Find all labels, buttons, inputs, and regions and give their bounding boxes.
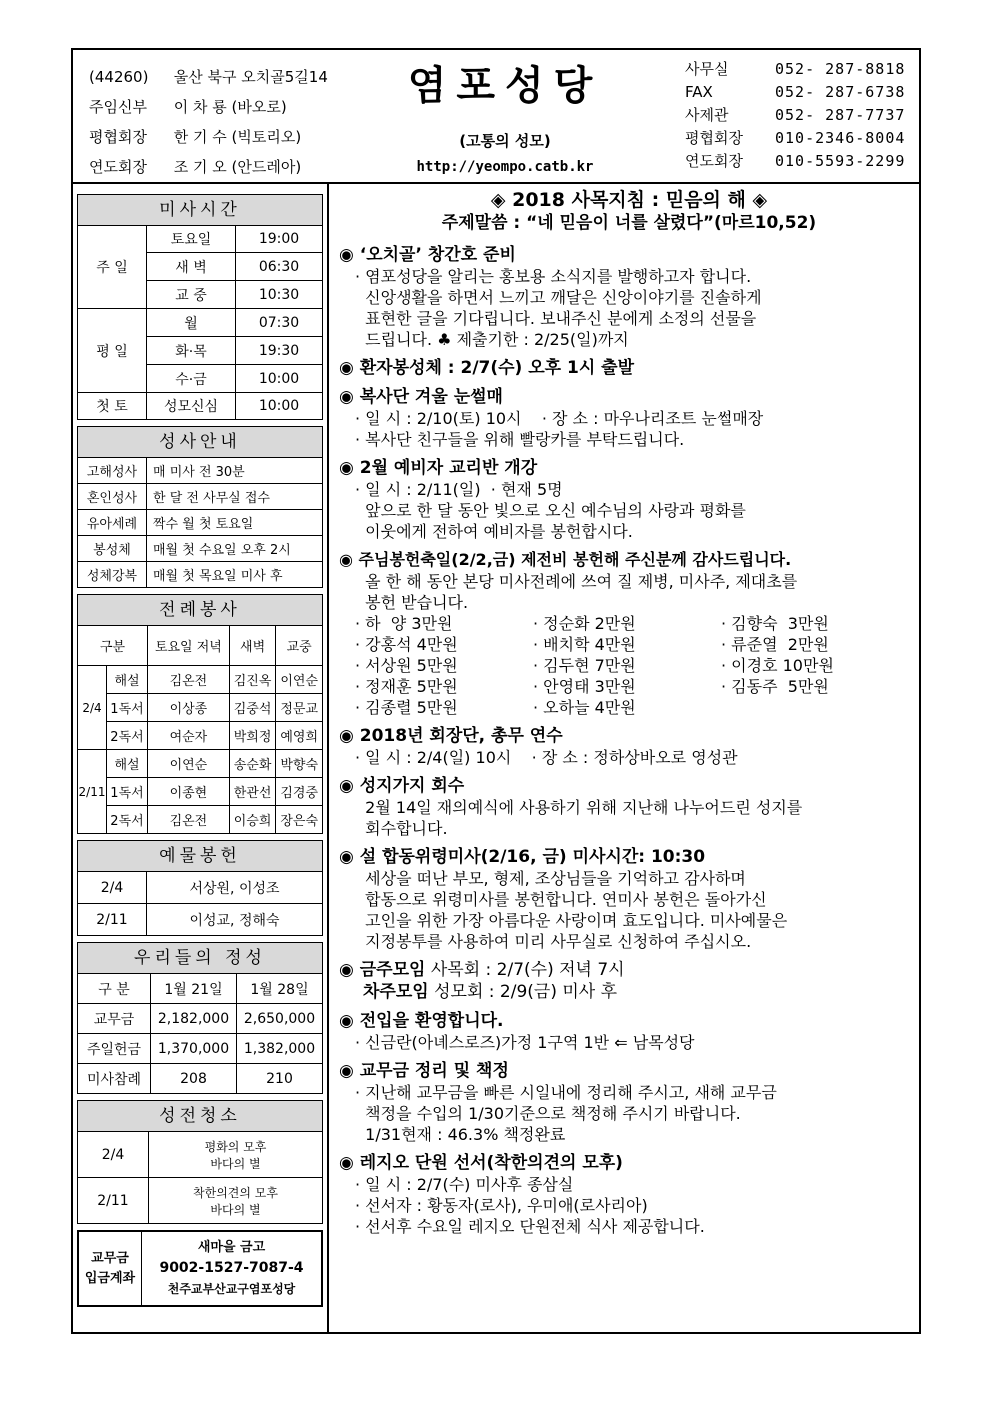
- donor: · 김향숙 3만원: [721, 614, 829, 633]
- account-number: 9002-1527-7087-4: [159, 1259, 304, 1276]
- donation-notice: [339, 549, 919, 718]
- liturgy-role: 1독서: [107, 694, 148, 722]
- notice-heading: ◉ ‘오치골’ 창간호 준비: [339, 245, 516, 265]
- sacraments-title: 성사안내: [78, 427, 322, 458]
- account-bank: 새마을 금고: [197, 1239, 266, 1255]
- finance-value: 210: [237, 1064, 323, 1094]
- notice-item: [339, 725, 919, 768]
- mass-day: 성모신심: [147, 393, 236, 420]
- liturgy-person: 정문교: [276, 694, 323, 722]
- mass-times-title: 미사시간: [78, 195, 322, 226]
- finance-key: 교무금: [78, 1004, 151, 1034]
- liturgy-title: 전례봉사: [78, 595, 322, 626]
- notice-line: · 지난해 교무금을 빠른 시일내에 정리해 주시고, 새해 교무금: [355, 1083, 777, 1102]
- notice-item: [339, 846, 919, 952]
- liturgy-role: 해설: [107, 666, 148, 694]
- finance-title: 우리들의 정성: [78, 943, 322, 974]
- cleaning-group: 바다의 별: [210, 1202, 261, 1217]
- offering-names: 이성교, 정해숙: [147, 904, 323, 936]
- mass-day: 토요일: [147, 226, 236, 253]
- liturgy-role: 해설: [107, 750, 148, 778]
- right-column: [339, 188, 919, 1244]
- donor: · 류준열 2만원: [721, 635, 829, 654]
- notice-line: 세상을 떠난 부모, 형제, 조상님들을 기억하고 감사하며: [355, 869, 746, 888]
- sacrament-name: 혼인성사: [78, 484, 147, 510]
- header-info: [89, 62, 328, 182]
- notice-line: · 선서후 수요일 레지오 단원전체 식사 제공합니다.: [355, 1217, 705, 1236]
- mass-day: 수·금: [147, 365, 236, 393]
- liturgy-person: 예영희: [276, 722, 323, 750]
- contacts: [685, 58, 905, 173]
- notice-line: 2월 14일 재의예식에 사용하기 위해 지난해 나누어드린 성지를: [355, 798, 803, 817]
- notice-line: 이웃에게 전하여 예비자를 봉헌합시다.: [355, 522, 633, 541]
- account-label: 교무금: [91, 1250, 129, 1266]
- liturgy-col: 구분: [78, 626, 148, 666]
- finance-value: 2,182,000: [151, 1004, 237, 1034]
- liturgy-date: 2/11: [78, 750, 107, 834]
- liturgy-col: 교중: [276, 626, 323, 666]
- notice-heading: ◉ 2018년 회장단, 총무 연수: [339, 726, 563, 746]
- notice-heading: ◉ 레지오 단원 선서(착한의견의 모후): [339, 1153, 623, 1173]
- liturgy-person: 이상종: [148, 694, 230, 722]
- contact-label: FAX: [685, 83, 713, 101]
- meeting-notice: [339, 959, 919, 1003]
- mass-time: 19:00: [236, 226, 323, 253]
- sacrament-info: 한 달 전 사무실 접수: [147, 484, 323, 510]
- donor-list: [339, 613, 919, 718]
- notice-heading: ◉ 성지가지 회수: [339, 776, 465, 796]
- donor: · 김동주 5만원: [721, 677, 829, 696]
- finance-value: 1,382,000: [237, 1034, 323, 1064]
- notice-line: 표현한 글을 기다립니다. 보내주신 분에게 소정의 선물을: [355, 309, 757, 328]
- sacrament-name: 고해성사: [78, 458, 147, 484]
- liturgy-person: 박향숙: [276, 750, 323, 778]
- sacraments: [77, 426, 323, 588]
- notice-heading: ◉ 2월 예비자 교리반 개강: [339, 458, 538, 478]
- pastor-name: 이 차 룡 (바오로): [173, 98, 287, 116]
- cleaning-group: 착한의견의 모후: [193, 1185, 278, 1200]
- notice-line: 회수합니다.: [355, 819, 448, 838]
- contact-phone: 052- 287-6738: [775, 83, 906, 101]
- notice-item: [339, 1060, 919, 1145]
- mass-time: 10:00: [236, 365, 323, 393]
- liturgy-person: 여순자: [148, 722, 230, 750]
- notice-item: [339, 1010, 919, 1053]
- notice-line: 책정을 수입의 1/30기준으로 책정해 주시기 바랍니다.: [355, 1104, 741, 1123]
- liturgy-person: 이연순: [276, 666, 323, 694]
- notice-line: · 선서자 : 황동자(로사), 우미애(로사리아): [355, 1196, 648, 1215]
- offering-date: 2/4: [78, 872, 147, 904]
- prayer-name: 조 기 오 (안드레아): [173, 158, 302, 176]
- liturgy-col: 새벽: [229, 626, 276, 666]
- notice-item: [339, 1152, 919, 1237]
- liturgy-person: 송순화: [229, 750, 276, 778]
- liturgy-person: 장은숙: [276, 806, 323, 834]
- pastor-label: 주임신부: [89, 98, 147, 116]
- cleaning-title: 성전청소: [78, 1101, 322, 1132]
- cleaning-group: 바다의 별: [210, 1156, 261, 1171]
- mass-first-saturday: 첫 토: [78, 393, 147, 420]
- notice-item: [339, 775, 919, 839]
- donor: · 정순화 2만원: [533, 614, 636, 633]
- church-subtitle: (고통의 성모): [459, 132, 551, 150]
- mass-weekday: 평 일: [78, 309, 147, 393]
- notice-heading: ◉ 주님봉헌축일(2/2,금) 제전비 봉헌해 주신분께 감사드립니다.: [339, 550, 792, 569]
- prayer-label: 연도회장: [89, 158, 147, 176]
- theme-verse: 주제말씀 : “네 믿음이 너를 살렸다”(마르10,52): [441, 213, 817, 233]
- sacrament-info: 매 미사 전 30분: [147, 458, 323, 484]
- church-name: 염포성당: [407, 63, 603, 109]
- notice-line: 사목회 : 2/7(수) 저녁 7시: [425, 960, 625, 980]
- liturgy-date: 2/4: [78, 666, 107, 750]
- mass-time: 10:30: [236, 281, 323, 309]
- liturgy-col: 토요일 저녁: [148, 626, 230, 666]
- sacrament-info: 매월 첫 수요일 오후 2시: [147, 536, 323, 562]
- donor: · 김종렬 5만원: [355, 698, 458, 717]
- liturgy-person: 박희정: [229, 722, 276, 750]
- contact-phone: 052- 287-7737: [775, 106, 906, 124]
- donor: · 정재훈 5만원: [355, 677, 458, 696]
- left-column: [77, 194, 323, 1313]
- liturgy-person: 김중석: [229, 694, 276, 722]
- notice-line: 지정봉투를 사용하여 미리 사무실로 신청하여 주십시오.: [355, 932, 752, 951]
- account-label: 입금계좌: [84, 1270, 136, 1286]
- donor: · 오하늘 4만원: [533, 698, 636, 717]
- council-name: 한 기 수 (빅토리오): [173, 128, 302, 146]
- liturgy-person: 이승희: [229, 806, 276, 834]
- notice-item: [339, 386, 919, 450]
- notice-line: 앞으로 한 달 동안 빛으로 오신 예수님의 사랑과 평화를: [355, 501, 746, 520]
- mass-times: [77, 194, 323, 420]
- finance-col: 1월 21일: [151, 974, 237, 1004]
- notice-heading: ◉ 환자봉성체 : 2/7(수) 오후 1시 출발: [339, 358, 635, 378]
- notice-item: [339, 244, 919, 350]
- offering-names: 서상원, 이성조: [147, 872, 323, 904]
- contact-label: 사제관: [685, 106, 729, 124]
- cleaning: [77, 1100, 323, 1224]
- offering: [77, 840, 323, 936]
- liturgy-role: 2독서: [107, 806, 148, 834]
- notice-line: · 일 시 : 2/10(토) 10시 · 장 소 : 마우나리조트 눈썰매장: [355, 409, 764, 428]
- contact-phone: 010-2346-8004: [775, 129, 906, 147]
- finance-value: 1,370,000: [151, 1034, 237, 1064]
- notice-line: 고인을 위한 가장 아름다운 사랑이며 효도입니다. 미사예물은: [355, 911, 788, 930]
- mass-day: 새 벽: [147, 253, 236, 281]
- mass-time: 19:30: [236, 337, 323, 365]
- notice-line: 신앙생활을 하면서 느끼고 깨달은 신앙이야기를 진솔하게: [355, 288, 762, 307]
- notice-line: 1/31현재 : 46.3% 책정완료: [355, 1125, 566, 1144]
- notice-heading: 차주모임: [363, 982, 429, 1002]
- liturgy-service: [77, 594, 323, 834]
- notice-line: · 일 시 : 2/4(일) 10시 · 장 소 : 정하상바오로 영성관: [355, 748, 738, 767]
- liturgy-person: 김경중: [276, 778, 323, 806]
- liturgy-person: 한관선: [229, 778, 276, 806]
- contact-label: 연도회장: [685, 152, 743, 170]
- church-url[interactable]: http://yeompo.catb.kr: [416, 159, 594, 175]
- liturgy-person: 김온전: [148, 806, 230, 834]
- finance-value: 2,650,000: [237, 1004, 323, 1034]
- donor: · 하 양 3만원: [355, 614, 453, 633]
- finance-key: 주일헌금: [78, 1034, 151, 1064]
- cleaning-group: 평화의 모후: [204, 1139, 267, 1154]
- contact-phone: 010-5593-2299: [775, 152, 906, 170]
- contact-phone: 052- 287-8818: [775, 60, 906, 78]
- address: 울산 북구 오치골5길14: [173, 68, 328, 86]
- notice-item: [339, 457, 919, 542]
- sacrament-info: 매월 첫 목요일 미사 후: [147, 562, 323, 588]
- sacrament-info: 짝수 월 첫 토요일: [147, 510, 323, 536]
- liturgy-role: 2독서: [107, 722, 148, 750]
- notice-line: · 일 시 : 2/11(일) · 현재 5명: [355, 480, 563, 499]
- mass-sunday: 주 일: [78, 226, 147, 309]
- notice-line: · 일 시 : 2/7(수) 미사후 종삼실: [355, 1175, 574, 1194]
- mass-day: 교 중: [147, 281, 236, 309]
- notice-line: 올 한 해 동안 본당 미사전례에 쓰여 질 제병, 미사주, 제대초를: [355, 572, 798, 591]
- finance-col: 구 분: [78, 974, 151, 1004]
- offering-date: 2/11: [78, 904, 147, 936]
- postcode: (44260): [89, 68, 149, 86]
- finance-value: 208: [151, 1064, 237, 1094]
- mass-time: 06:30: [236, 253, 323, 281]
- mass-day: 월: [147, 309, 236, 337]
- cleaning-date: 2/11: [78, 1178, 149, 1224]
- mass-time: 07:30: [236, 309, 323, 337]
- donor: · 안영태 3만원: [533, 677, 636, 696]
- notice-heading: ◉ 금주모임: [339, 960, 426, 980]
- donor: · 강홍석 4만원: [355, 635, 458, 654]
- liturgy-person: 이종현: [148, 778, 230, 806]
- notice-line: · 복사단 친구들을 위해 빨랑카를 부탁드립니다.: [355, 430, 685, 449]
- liturgy-role: 1독서: [107, 778, 148, 806]
- donor: · 배치학 4만원: [533, 635, 636, 654]
- mass-time: 10:00: [236, 393, 323, 420]
- notice-heading: ◉ 설 합동위령미사(2/16, 금) 미사시간: 10:30: [339, 847, 706, 867]
- notice-heading: ◉ 교무금 정리 및 책정: [339, 1061, 509, 1081]
- liturgy-person: 김진옥: [229, 666, 276, 694]
- pastoral-theme-title: ◈ 2018 사목지침 : 믿음의 해 ◈: [490, 189, 768, 211]
- notice-heading: ◉ 복사단 겨울 눈썰매: [339, 387, 503, 407]
- account-holder: 천주교부산교구염포성당: [167, 1281, 296, 1296]
- header-center: [385, 56, 625, 175]
- sacrament-name: 봉성체: [78, 536, 147, 562]
- header: [73, 50, 919, 184]
- notice-line: 드립니다. ♣ 제출기한 : 2/25(일)까지: [355, 330, 629, 349]
- notice-line: 봉헌 받습니다.: [355, 593, 469, 612]
- column-divider: [327, 182, 329, 1334]
- notice-heading: ◉ 전입을 환영합니다.: [339, 1011, 504, 1031]
- finance-key: 미사참례: [78, 1064, 151, 1094]
- sacrament-name: 성체강복: [78, 562, 147, 588]
- notice-line: 합동으로 위령미사를 봉헌합니다. 연미사 봉헌은 돌아가신: [355, 890, 767, 909]
- offering-title: 예물봉헌: [78, 841, 322, 872]
- donor: · 서상원 5만원: [355, 656, 458, 675]
- contact-label: 사무실: [685, 60, 729, 78]
- notice-line: 성모회 : 2/9(금) 미사 후: [428, 982, 618, 1002]
- bulletin-frame: [71, 48, 921, 1334]
- finance: [77, 942, 323, 1094]
- sacrament-name: 유아세례: [78, 510, 147, 536]
- finance-col: 1월 28일: [237, 974, 323, 1004]
- donor: · 김두현 7만원: [533, 656, 636, 675]
- liturgy-person: 김온전: [148, 666, 230, 694]
- contact-label: 평협회장: [685, 129, 743, 147]
- liturgy-person: 이연순: [148, 750, 230, 778]
- donor: [721, 697, 911, 718]
- account-box: [77, 1230, 323, 1307]
- donor: · 이경호 10만원: [721, 656, 834, 675]
- cleaning-date: 2/4: [78, 1132, 149, 1178]
- notice-line: · 신금란(아녜스로즈)가정 1구역 1반 ⇐ 남목성당: [355, 1033, 695, 1052]
- notice-line: · 염포성당을 알리는 홍보용 소식지를 발행하고자 합니다.: [355, 267, 752, 286]
- notice-item: [339, 357, 919, 379]
- mass-day: 화·목: [147, 337, 236, 365]
- council-label: 평협회장: [89, 128, 147, 146]
